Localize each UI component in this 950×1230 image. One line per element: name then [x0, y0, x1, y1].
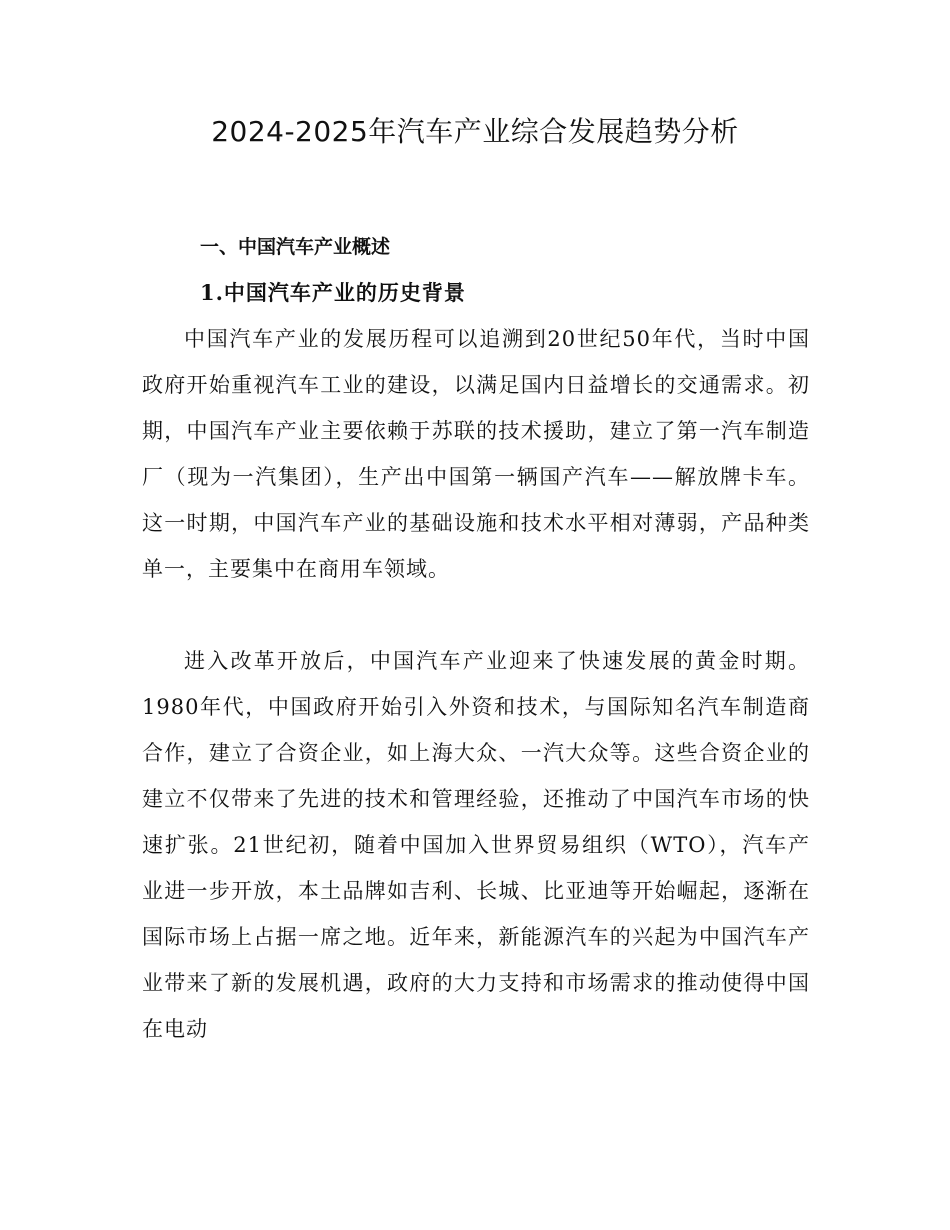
document-title: 2024-2025年汽车产业综合发展趋势分析	[211, 115, 739, 148]
section-heading: 一、中国汽车产业概述	[200, 236, 391, 258]
subsection-heading: 1.中国汽车产业的历史背景	[200, 280, 466, 305]
body-paragraph: 进入改革开放后，中国汽车产业迎来了快速发展的黄金时期。1980年代，中国政府开始引入外资和技术，与国际知名汽车制造商合作，建立了合资企业，如上海大众、一汽大众等。这些合资企业的建立不仅带来了先进的技术和管理经验，还推动了中国汽车市场的快速扩张。21世纪初，随着中国加入世界贸易组织（WTO），汽车产业进一步开放，本土品牌如吉利、长城、比亚迪等开始崛起，逐渐在国际市场上占据一席之地。近年来，新能源汽车的兴起为中国汽车产业带来了新的发展机遇，政府的大力支持和市场需求的推动使得中国在电动	[142, 649, 810, 1041]
body-paragraph: 中国汽车产业的发展历程可以追溯到20世纪50年代，当时中国政府开始重视汽车工业的建设，以满足国内日益增长的交通需求。初期，中国汽车产业主要依赖于苏联的技术援助，建立了第一汽车制造厂（现为一汽集团），生产出中国第一辆国产汽车——解放牌卡车。这一时期，中国汽车产业的基础设施和技术水平相对薄弱，产品种类单一，主要集中在商用车领域。	[142, 327, 810, 581]
